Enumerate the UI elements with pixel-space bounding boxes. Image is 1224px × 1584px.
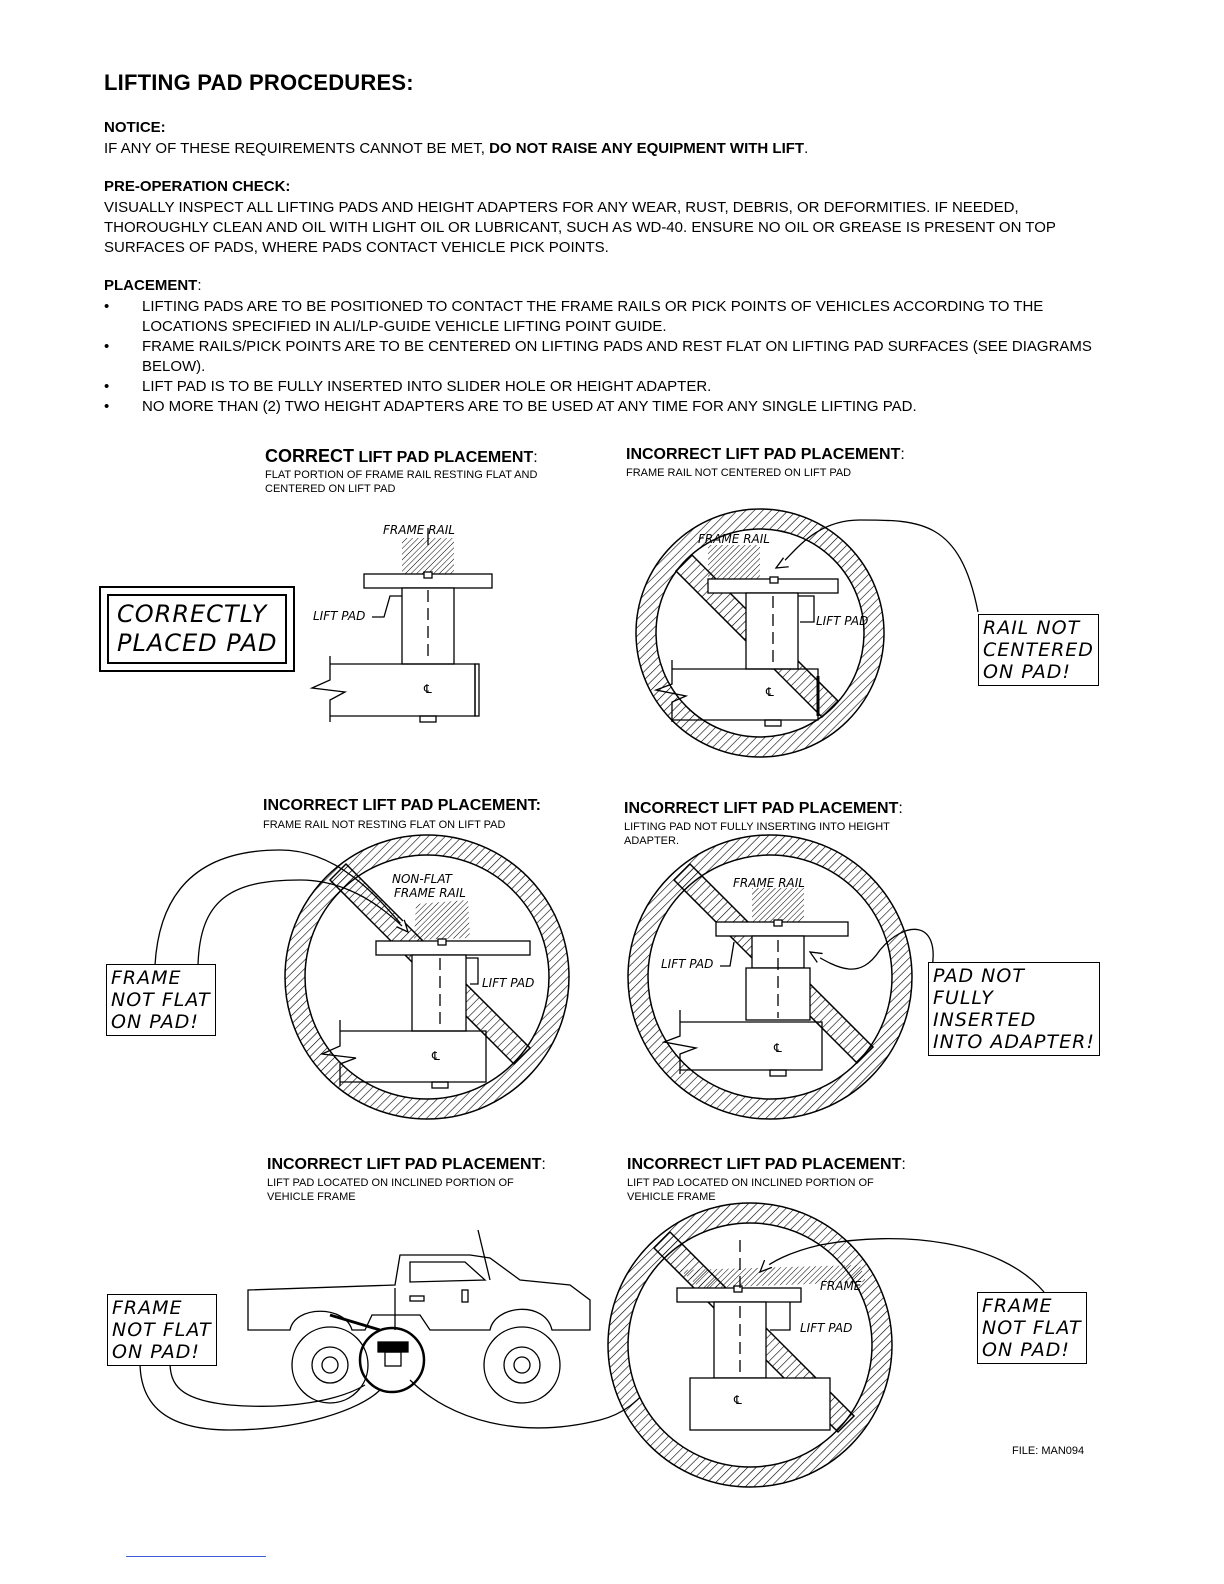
notice-text: IF ANY OF THESE REQUIREMENTS CANNOT BE MET, DO NOT RAISE ANY EQUIPMENT WITH LIFT. [104,140,809,157]
inclined-detail-callout: FRAME NOT FLAT ON PAD! [977,1292,1087,1364]
footer-link-line [126,1556,266,1557]
not-inserted-heading: INCORRECT LIFT PAD PLACEMENT: [624,800,903,817]
not-inserted-callout: PAD NOT FULLY INSERTED INTO ADAPTER! [928,962,1100,1056]
notice-heading: NOTICE: [104,119,166,136]
correct-diagram [312,528,492,722]
lift-pad-label: LIFT PAD [661,957,714,971]
not-flat-callout: FRAME NOT FLAT ON PAD! [106,964,216,1036]
placement-item: • NO MORE THAN (2) TWO HEIGHT ADAPTERS ARE TO BE USED AT ANY TIME FOR ANY SINGLE LIFTING PAD. [104,398,917,415]
placement-item: • LIFT PAD IS TO BE FULLY INSERTED INTO SLIDER HOLE OR HEIGHT ADAPTER. [104,378,712,395]
correct-heading: CORRECT LIFT PAD PLACEMENT: [265,446,538,466]
svg-text:℄: ℄ [774,1041,782,1055]
placement-item: • LIFTING PADS ARE TO BE POSITIONED TO CONTACT THE FRAME RAILS OR PICK POINTS OF VEHICLES ACCORDING TO THE LOCATIONS SPECIFIED IN ALI/LP-GUIDE VEHICLE LIFTING POINT GUIDE. [104,298,1044,335]
not-centered-callout: RAIL NOT CENTERED ON PAD! [978,614,1099,686]
svg-text:℄: ℄ [432,1049,440,1063]
not-flat-subheading: FRAME RAIL NOT RESTING FLAT ON LIFT PAD [263,819,506,831]
correct-subheading: FLAT PORTION OF FRAME RAIL RESTING FLAT AND CENTERED ON LIFT PAD [265,469,538,495]
file-reference: FILE: MAN094 [1012,1445,1085,1457]
frame-rail-label: FRAME RAIL [383,523,455,537]
frame-rail-label: FRAME RAIL [394,886,466,900]
frame-label: FRAME [820,1279,862,1293]
page-title: LIFTING PAD PROCEDURES: [104,70,414,95]
preop-heading: PRE-OPERATION CHECK: [104,178,291,195]
inclined-truck-subheading: LIFT PAD LOCATED ON INCLINED PORTION OF VEHICLE FRAME [267,1177,514,1203]
lift-pad-label: LIFT PAD [800,1321,853,1335]
not-centered-subheading: FRAME RAIL NOT CENTERED ON LIFT PAD [626,467,852,479]
svg-text:℄: ℄ [424,682,432,696]
placement-heading: PLACEMENT: [104,277,202,294]
not-inserted-subheading: LIFTING PAD NOT FULLY INSERTING INTO HEIGHT ADAPTER. [624,821,890,847]
inclined-detail-subheading: LIFT PAD LOCATED ON INCLINED PORTION OF VEHICLE FRAME [627,1177,874,1203]
placement-item: • FRAME RAILS/PICK POINTS ARE TO BE CENTERED ON LIFTING PADS AND REST FLAT ON LIFTING PAD SURFACES (SEE DIAGRAMS BELOW). [104,338,1092,375]
non-flat-label: NON-FLAT [392,872,452,886]
frame-rail-label: FRAME RAIL [698,532,770,546]
inclined-truck-callout: FRAME NOT FLAT ON PAD! [107,1294,217,1366]
lift-pad-label: LIFT PAD [313,609,366,623]
not-centered-diagram [636,509,978,757]
not-flat-heading: INCORRECT LIFT PAD PLACEMENT: [263,797,541,814]
lift-pad-label: LIFT PAD [482,976,535,990]
not-centered-heading: INCORRECT LIFT PAD PLACEMENT: [626,446,905,463]
frame-rail-label: FRAME RAIL [733,876,805,890]
inclined-truck-heading: INCORRECT LIFT PAD PLACEMENT: [267,1156,546,1173]
correct-callout: CORRECTLY PLACED PAD [107,594,287,664]
preop-text: VISUALLY INSPECT ALL LIFTING PADS AND HEIGHT ADAPTERS FOR ANY WEAR, RUST, DEBRIS, OR DEFORMITIES. IF NEEDED, THOROUGHLY CLEAN AND OIL WITH LIGHT OIL OR LUBRICANT, SUCH AS WD-40. ENSURE NO OIL OR GREASE IS PRESENT ON TOP SURFACES OF PADS, WHERE PADS CONTACT VEHICLE PICK POINTS. [104,199,1056,256]
truck-diagram [140,1230,670,1430]
lift-pad-label: LIFT PAD [816,614,869,628]
svg-text:℄: ℄ [734,1393,742,1407]
svg-text:℄: ℄ [766,685,774,699]
inclined-detail-heading: INCORRECT LIFT PAD PLACEMENT: [627,1156,906,1173]
